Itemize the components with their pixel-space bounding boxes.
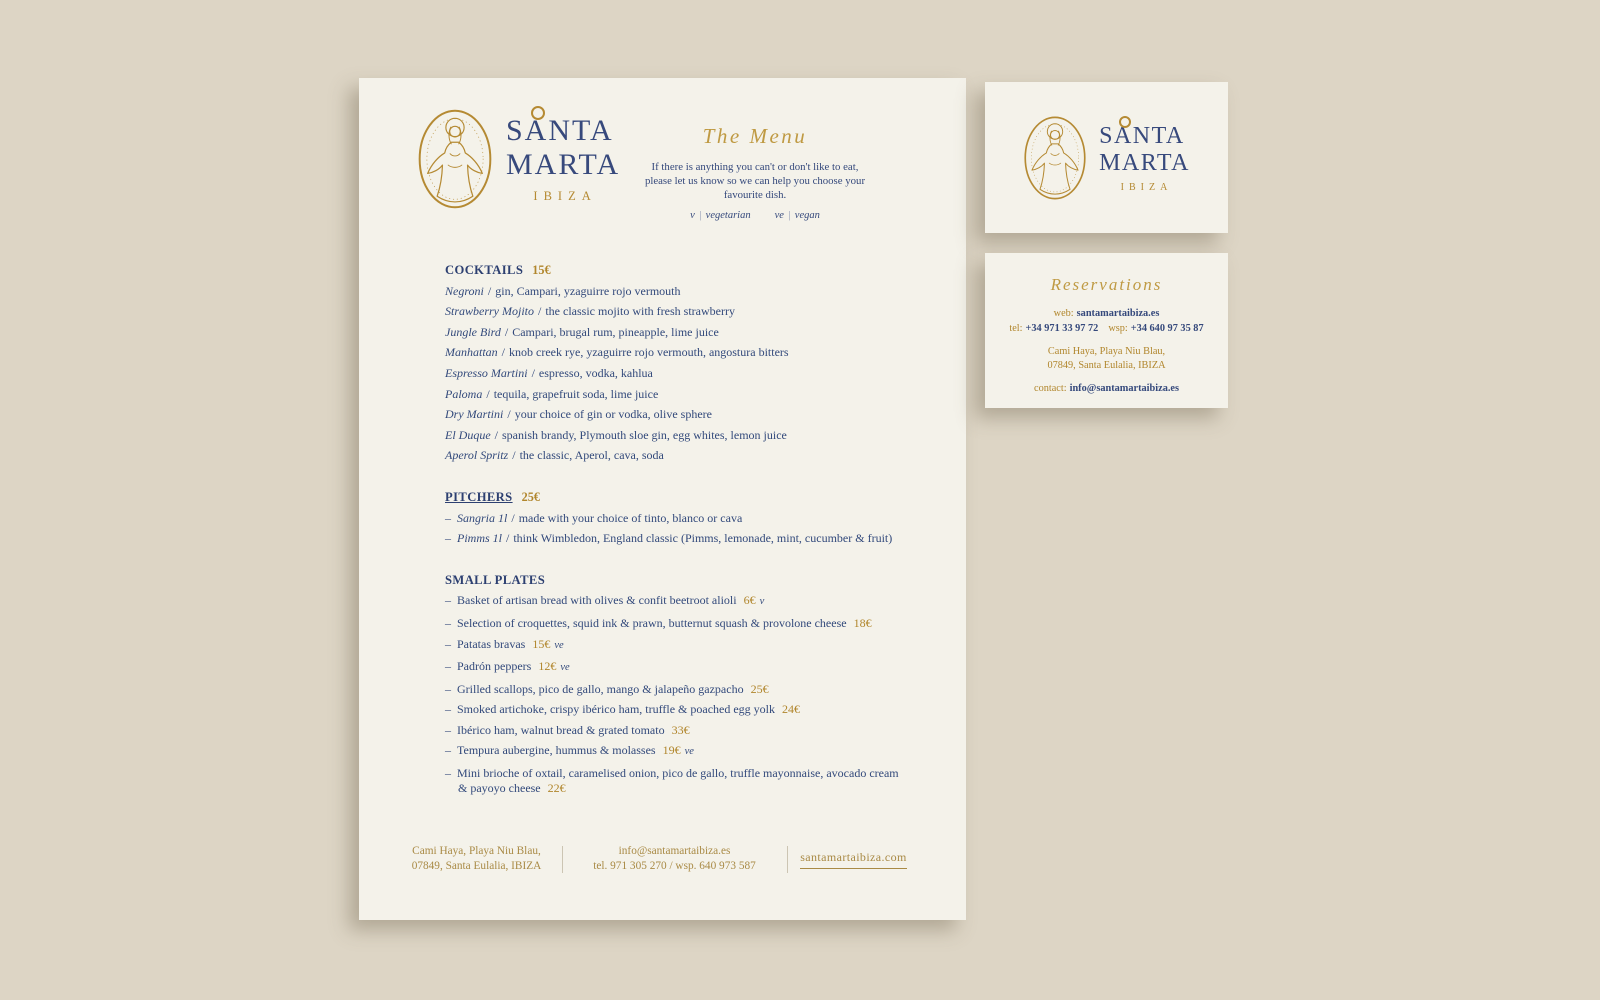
menu-item	[445, 445, 937, 466]
item-price: 18€	[853, 615, 872, 630]
item-text: Patatas bravas	[457, 636, 526, 651]
diet-tag: ve	[554, 639, 564, 651]
footer-website: santamartaibiza.com	[800, 850, 907, 869]
contact-value: info@santamartaibiza.es	[1069, 383, 1179, 394]
phone-row	[985, 323, 1228, 334]
menu-item	[445, 322, 937, 343]
item-price: 19€	[662, 743, 681, 758]
item-name: Strawberry Mojito	[445, 304, 534, 319]
item-separator: /	[486, 386, 490, 401]
item-dash: –	[445, 681, 451, 696]
section-price: 25€	[521, 489, 540, 504]
intro-line-1: If there is anything you can't or don't like to eat,	[651, 161, 859, 173]
section-header-pitchers	[445, 487, 937, 508]
item-price: 12€	[538, 659, 557, 674]
item-name: Aperol Spritz	[445, 448, 509, 463]
menu-item	[445, 720, 937, 741]
intro-line-2: please let us know so we can help you choose your favourite dish.	[644, 175, 866, 201]
menu-item	[445, 528, 937, 549]
section-gap	[445, 549, 937, 570]
footer-email: info@santamartaibiza.es	[618, 845, 731, 857]
item-dash: –	[445, 615, 451, 630]
contact-row	[985, 383, 1228, 394]
brand-ring-icon	[531, 106, 545, 120]
section-title: SMALL PLATES	[445, 572, 546, 587]
item-separator: /	[531, 365, 535, 380]
item-description: gin, Campari, yzaguirre rojo vermouth	[495, 283, 681, 298]
menu-item	[445, 281, 937, 302]
item-name: Pimms 1l	[457, 531, 502, 546]
legend-v-key: v	[690, 210, 695, 221]
legend-separator: |	[698, 210, 702, 221]
brand-ring-icon	[1119, 116, 1131, 128]
madonna-logo-icon	[417, 108, 493, 210]
brand-name-line2: MARTA	[506, 148, 621, 181]
item-description: knob creek rye, yzaguirre rojo vermouth, angostura bitters	[509, 345, 789, 360]
reservations-address-line2: 07849, Santa Eulalia, IBIZA	[1047, 359, 1166, 371]
legend-separator: |	[787, 210, 791, 221]
item-separator: /	[504, 324, 509, 339]
menu-item	[445, 425, 937, 446]
contact-label: contact:	[1034, 383, 1067, 394]
item-dash: –	[445, 510, 451, 525]
item-name: El Duque	[445, 427, 491, 442]
item-description: the classic mojito with fresh strawberry	[545, 304, 735, 319]
tel-value: +34 971 33 97 72	[1025, 323, 1099, 334]
footer-website-col	[788, 850, 920, 869]
item-separator: /	[538, 304, 542, 319]
item-price: 6€	[743, 593, 756, 608]
legend-v-label: vegetarian	[705, 210, 751, 221]
item-description: Campari, brugal rum, pineapple, lime juice	[512, 324, 719, 339]
item-text: Mini brioche of oxtail, caramelised onion, pico de gallo, truffle mayonnaise, avocado cream & payoyo cheese	[457, 766, 899, 795]
item-text: Selection of croquettes, squid ink & prawn, butternut squash & provolone cheese	[457, 615, 847, 630]
legend-ve-key: ve	[774, 210, 784, 221]
item-text: Tempura aubergine, hummus & molasses	[457, 743, 656, 758]
legend-ve-label: vegan	[794, 210, 820, 221]
footer-address-line1: Cami Haya, Playa Niu Blau,	[412, 845, 541, 857]
item-separator: /	[511, 510, 515, 525]
brand-name-line1: SANTA	[506, 114, 614, 147]
menu-item	[445, 634, 937, 657]
menu-item	[445, 301, 937, 322]
section-header-small-plates	[445, 570, 937, 591]
item-separator: /	[507, 407, 511, 422]
item-name: Dry Martini	[445, 407, 504, 422]
wsp-label: wsp:	[1108, 323, 1128, 334]
footer-contact	[563, 844, 787, 874]
item-price: 25€	[750, 681, 769, 696]
brand-wordmark	[506, 114, 620, 204]
footer-address	[392, 844, 562, 874]
menu-item	[445, 613, 937, 634]
menu-item	[445, 384, 937, 405]
brand-name-line2: MARTA	[1099, 149, 1190, 176]
menu-item	[445, 679, 937, 700]
brand-location: IBIZA	[1120, 181, 1173, 193]
item-name: Jungle Bird	[445, 324, 501, 339]
item-dash: –	[445, 766, 451, 781]
item-dash: –	[445, 531, 451, 546]
web-value: santamartaibiza.es	[1076, 308, 1160, 319]
business-card	[985, 82, 1228, 233]
reservations-title-script: Reservations	[1050, 275, 1163, 294]
item-description: espresso, vodka, kahlua	[538, 365, 653, 380]
madonna-logo-icon	[1023, 115, 1087, 201]
menu-body	[445, 260, 937, 796]
item-text: Padrón peppers	[457, 659, 532, 674]
section-price: 15€	[532, 263, 551, 277]
item-separator: /	[501, 345, 506, 360]
menu-item	[445, 740, 937, 763]
item-description: spanish brandy, Plymouth sloe gin, egg whites, lemon juice	[502, 427, 787, 442]
menu-title-script: The Menu	[702, 124, 808, 148]
footer-address-line2: 07849, Santa Eulalia, IBIZA	[411, 860, 542, 872]
item-separator: /	[506, 531, 510, 546]
item-name: Sangria 1l	[457, 510, 508, 525]
item-text: Grilled scallops, pico de gallo, mango & jalapeño gazpacho	[457, 681, 744, 696]
menu-item	[445, 763, 906, 796]
section-title: PITCHERS	[445, 489, 513, 504]
diet-tag: v	[759, 596, 765, 608]
item-description: think Wimbledon, England classic (Pimms, lemonade, mint, cucumber & fruit)	[513, 531, 893, 546]
menu-item	[445, 656, 937, 679]
menu-item	[445, 363, 937, 384]
reservations-address-line1: Cami Haya, Playa Niu Blau,	[1047, 346, 1166, 357]
item-dash: –	[445, 636, 451, 651]
menu-intro	[625, 124, 885, 221]
item-text: Basket of artisan bread with olives & confit beetroot alioli	[457, 593, 737, 608]
menu-item	[445, 699, 937, 720]
item-separator: /	[487, 283, 492, 298]
brand-logo	[417, 108, 620, 210]
item-dash: –	[445, 702, 451, 717]
item-separator: /	[512, 448, 516, 463]
item-text: Smoked artichoke, crispy ibérico ham, truffle & poached egg yolk	[457, 702, 776, 717]
item-price: 33€	[671, 722, 690, 737]
item-price: 15€	[532, 636, 551, 651]
brand-name-line1: SANTA	[1099, 122, 1185, 149]
section-title: COCKTAILS	[445, 263, 524, 277]
reservations-content	[985, 253, 1228, 394]
menu-item	[445, 590, 937, 613]
brand-location: IBIZA	[533, 189, 597, 203]
item-text: Ibérico ham, walnut bread & grated tomato	[457, 722, 665, 737]
tel-label: tel:	[1009, 323, 1023, 334]
reservations-card	[985, 253, 1228, 408]
item-price: 22€	[547, 780, 566, 795]
item-dash: –	[445, 722, 451, 737]
section-header-cocktails	[445, 260, 937, 281]
reservations-address	[985, 345, 1228, 372]
wsp-value: +34 640 97 35 87	[1130, 323, 1204, 334]
item-description: tequila, grapefruit soda, lime juice	[493, 386, 659, 401]
menu-footer	[359, 844, 952, 874]
item-name: Negroni	[445, 283, 484, 298]
diet-tag: ve	[684, 746, 694, 758]
item-price: 24€	[782, 702, 801, 717]
menu-item	[445, 404, 937, 425]
menu-item	[445, 508, 937, 529]
item-description: the classic, Aperol, cava, soda	[519, 448, 664, 463]
item-name: Espresso Martini	[445, 365, 528, 380]
item-dash: –	[445, 743, 451, 758]
business-card-logo	[985, 82, 1228, 233]
item-dash: –	[445, 659, 451, 674]
item-dash: –	[445, 593, 451, 608]
item-name: Paloma	[445, 386, 483, 401]
web-label: web:	[1053, 308, 1074, 319]
item-description: your choice of gin or vodka, olive sphere	[514, 407, 712, 422]
menu-item	[445, 342, 937, 363]
menu-card	[359, 78, 966, 920]
diet-legend	[625, 210, 885, 221]
item-description: made with your choice of tinto, blanco or cava	[518, 510, 743, 525]
footer-phones: tel. 971 305 270 / wsp. 640 973 587	[593, 860, 756, 872]
brand-wordmark	[1099, 123, 1190, 193]
section-gap	[445, 466, 937, 487]
item-name: Manhattan	[445, 345, 498, 360]
diet-tag: ve	[560, 662, 570, 674]
item-separator: /	[494, 427, 498, 442]
web-row	[985, 308, 1228, 319]
